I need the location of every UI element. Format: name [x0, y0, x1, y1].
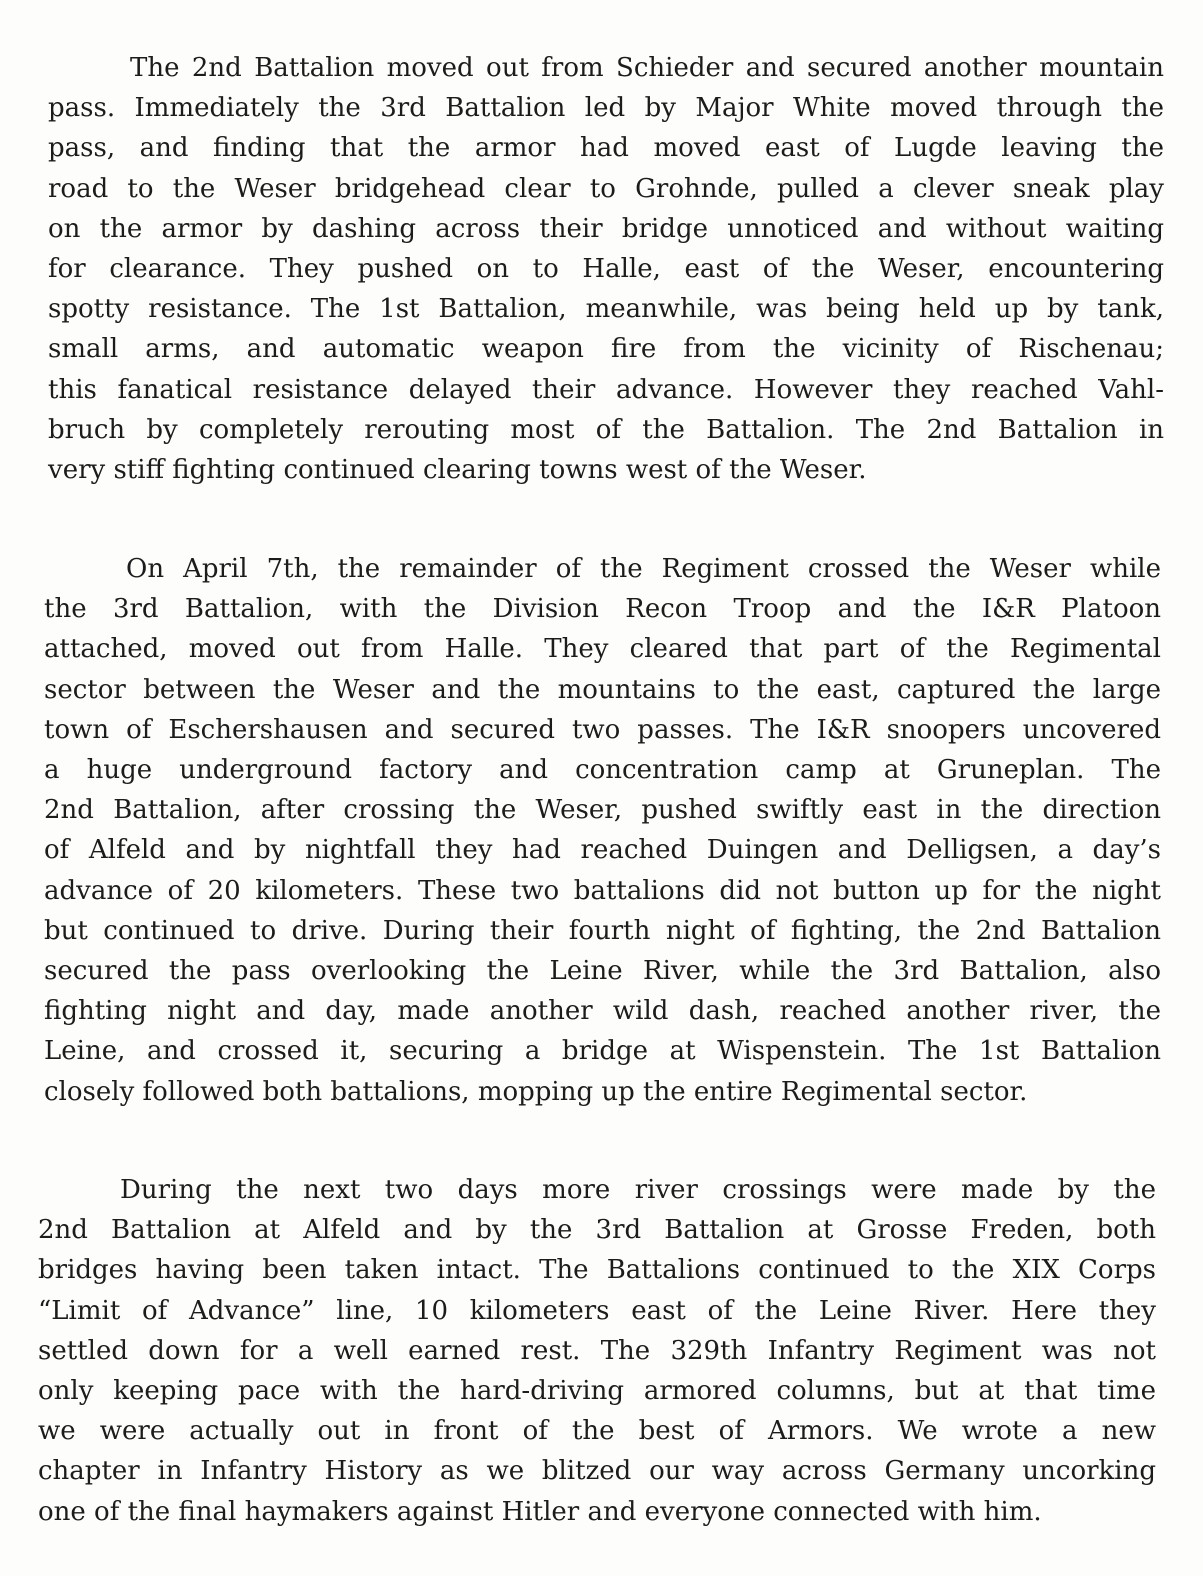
paragraph-2 [44, 549, 1161, 1112]
text-line: Leine, and crossed it, securing a bridge at Wispenstein. The 1st Battalion [44, 1036, 1161, 1067]
text-line: On April 7th, the remainder of the Regiment crossed the Weser while [126, 554, 1161, 584]
text-line: settled down for a well earned rest. The 329th Infantry Regiment was not [38, 1335, 1156, 1366]
text-line: road to the Weser bridgehead clear to Grohnde, pulled a clever sneak play [48, 173, 1164, 204]
text-line: 2nd Battalion at Alfeld and by the 3rd Battalion at Grosse Freden, both [38, 1215, 1156, 1246]
text-line: closely followed both battalions, mopping up the entire Regimental sector. [44, 1076, 1028, 1107]
text-line: spotty resistance. The 1st Battalion, meanwhile, was being held up by tank, [48, 294, 1164, 325]
text-line: one of the final haymakers against Hitler and everyone connected with him. [38, 1496, 1042, 1527]
text-line: we were actually out in front of the best of Armors. We wrote a new [38, 1416, 1156, 1447]
text-line: advance of 20 kilometers. These two battalions did not button up for the night [44, 875, 1161, 906]
text-line: town of Eschershausen and secured two passes. The I&R snoopers uncovered [44, 714, 1161, 745]
text-line: bruch by completely rerouting most of the Battalion. The 2nd Battalion in [48, 414, 1164, 445]
text-line: sector between the Weser and the mountains to the east, captured the large [44, 674, 1161, 705]
text-line: fighting night and day, made another wild dash, reached another river, the [44, 996, 1161, 1027]
text-line: secured the pass overlooking the Leine River, while the 3rd Battalion, also [44, 956, 1161, 987]
text-line: very stiff fighting continued clearing towns west of the Weser. [48, 455, 867, 486]
text-line: the 3rd Battalion, with the Division Recon Troop and the I&R Platoon [44, 594, 1161, 625]
text-line: for clearance. They pushed on to Halle, east of the Weser, encountering [48, 254, 1164, 285]
paragraph-1 [48, 48, 1164, 490]
text-line: “Limit of Advance” line, 10 kilometers east of the Leine River. Here they [38, 1295, 1156, 1326]
text-line: but continued to drive. During their fourth night of fighting, the 2nd Battalion [44, 915, 1161, 946]
text-line: pass. Immediately the 3rd Battalion led by Major White moved through the [48, 93, 1164, 124]
text-line: 2nd Battalion, after crossing the Weser, pushed swiftly east in the direction [44, 795, 1161, 826]
text-line: small arms, and automatic weapon fire from the vicinity of Rischenau; [48, 334, 1164, 365]
text-line: pass, and finding that the armor had moved east of Lugde leaving the [48, 133, 1164, 164]
text-line: chapter in Infantry History as we blitzed our way across Germany uncorking [38, 1456, 1156, 1487]
text-line: attached, moved out from Halle. They cleared that part of the Regimental [44, 634, 1161, 665]
text-line: on the armor by dashing across their bridge unnoticed and without waiting [48, 213, 1164, 244]
text-line: During the next two days more river crossings were made by the [120, 1175, 1156, 1205]
text-line: a huge underground factory and concentration camp at Gruneplan. The [44, 755, 1161, 786]
text-line: of Alfeld and by nightfall they had reached Duingen and Delligsen, a day’s [44, 835, 1161, 866]
text-line: bridges having been taken intact. The Battalions continued to the XIX Corps [38, 1255, 1156, 1286]
text-line: this fanatical resistance delayed their advance. However they reached Vahl- [48, 374, 1164, 405]
text-line: only keeping pace with the hard-driving armored columns, but at that time [38, 1376, 1156, 1407]
paragraph-3 [38, 1170, 1156, 1532]
text-line: The 2nd Battalion moved out from Schieder and secured another mountain [130, 53, 1164, 83]
